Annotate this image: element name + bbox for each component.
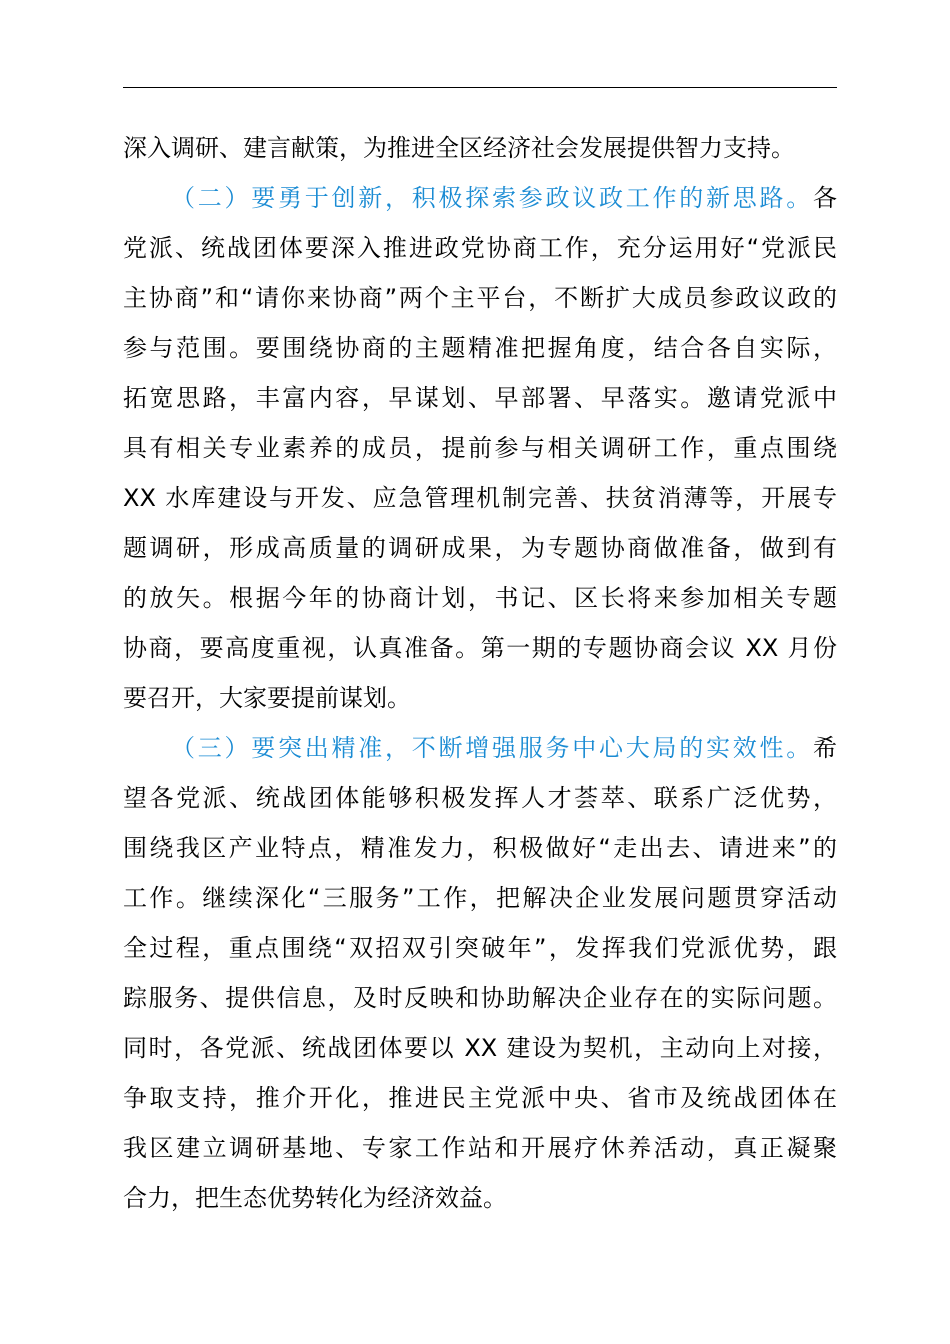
paragraph-line: 踪服务、提供信息，及时反映和协助解决企业存在的实际问题。 <box>123 984 837 1012</box>
paragraph-line: 题调研，形成高质量的调研成果，为专题协商做准备，做到有 <box>123 534 837 562</box>
paragraph-line: 要召开，大家要提前谋划。 <box>123 684 411 712</box>
paragraph-line: 拓宽思路，丰富内容，早谋划、早部署、早落实。邀请党派中 <box>123 384 837 412</box>
paragraph-line: 党派、统战团体要深入推进政党协商工作，充分运用好“党派民 <box>123 234 837 262</box>
paragraph-line: 合力，把生态优势转化为经济效益。 <box>123 1184 507 1212</box>
section-heading: （二）要勇于创新，积极探索参政议政工作的新思路。 <box>171 184 813 212</box>
paragraph-line: 争取支持，推介开化，推进民主党派中央、省市及统战团体在 <box>123 1084 837 1112</box>
paragraph-line: 参与范围。要围绕协商的主题精准把握角度，结合各自实际， <box>123 334 837 362</box>
paragraph-first-line <box>123 723 837 773</box>
paragraph-line: 具有相关专业素养的成员，提前参与相关调研工作，重点围绕 <box>123 434 837 462</box>
section-heading: （三）要突出精准，不断增强服务中心大局的实效性。 <box>171 734 813 762</box>
paragraph-text: 希 <box>813 734 837 762</box>
paragraph-line: 同时，各党派、统战团体要以 XX 建设为契机，主动向上对接， <box>123 1034 837 1062</box>
paragraph-text: 各 <box>813 184 837 212</box>
header-rule <box>123 87 837 88</box>
paragraph-line: 主协商”和“请你来协商”两个主平台，不断扩大成员参政议政的 <box>123 284 837 312</box>
paragraph-line: 围绕我区产业特点，精准发力，积极做好“走出去、请进来”的 <box>123 834 837 862</box>
document-body <box>123 123 837 1223</box>
paragraph-first-line <box>123 173 837 223</box>
paragraph-line: XX 水库建设与开发、应急管理机制完善、扶贫消薄等，开展专 <box>123 484 837 512</box>
paragraph-line: 工作。继续深化“三服务”工作，把解决企业发展问题贯穿活动 <box>123 884 837 912</box>
paragraph-line: 全过程，重点围绕“双招双引突破年”，发挥我们党派优势，跟 <box>123 934 837 962</box>
paragraph-line: 我区建立调研基地、专家工作站和开展疗休养活动，真正凝聚 <box>123 1134 837 1162</box>
paragraph-line: 望各党派、统战团体能够积极发挥人才荟萃、联系广泛优势， <box>123 784 837 812</box>
paragraph-line: 协商，要高度重视，认真准备。第一期的专题协商会议 XX 月份 <box>123 634 837 662</box>
paragraph-line: 的放矢。根据今年的协商计划，书记、区长将来参加相关专题 <box>123 584 837 612</box>
paragraph-line: 深入调研、建言献策，为推进全区经济社会发展提供智力支持。 <box>123 134 795 162</box>
